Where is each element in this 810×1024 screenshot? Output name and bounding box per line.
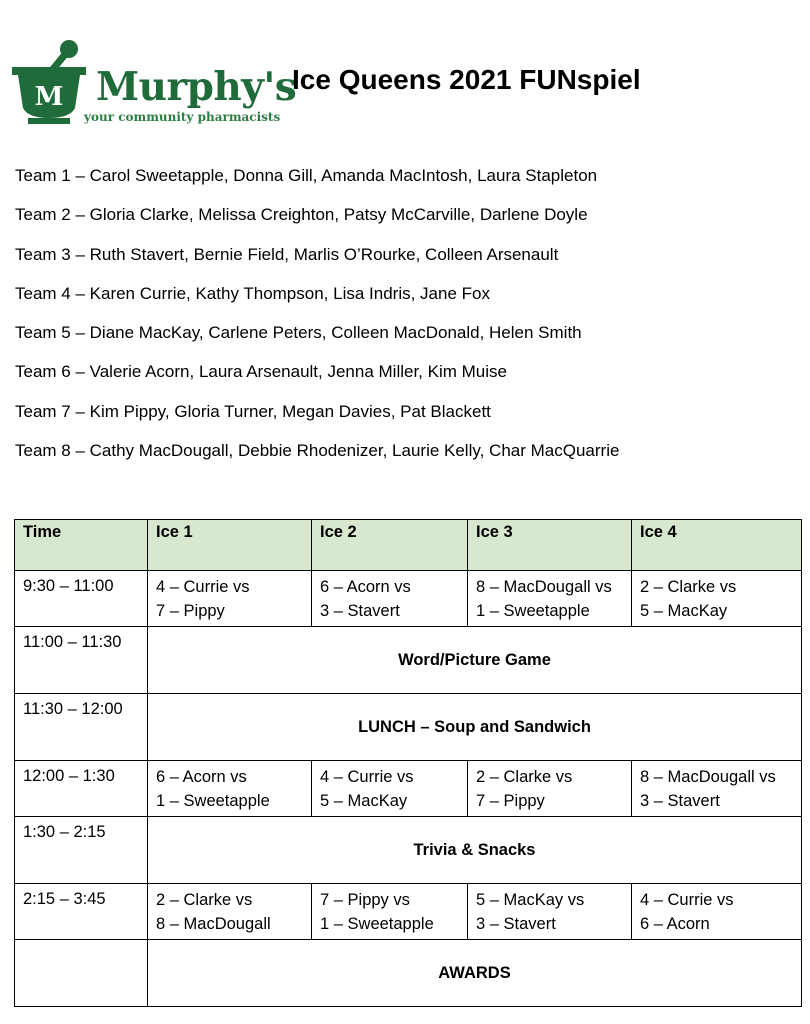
match-line: 8 – MacDougall vs [476, 578, 612, 596]
event-cell: Trivia & Snacks [148, 817, 802, 884]
event-title: Ice Queens 2021 FUNspiel [292, 64, 641, 95]
time-cell: 2:15 – 3:45 [15, 884, 148, 940]
match-line: 7 – Pippy [476, 792, 545, 810]
match-cell [632, 884, 802, 940]
team-list [15, 166, 619, 480]
logo-tagline: your community pharmacists [84, 110, 281, 124]
match-cell [632, 761, 802, 817]
time-cell: 12:00 – 1:30 [15, 761, 148, 817]
header-time: Time [15, 520, 148, 571]
schedule-row [15, 571, 802, 627]
time-cell [15, 940, 148, 1007]
time-cell: 9:30 – 11:00 [15, 571, 148, 627]
match-line: 8 – MacDougall vs [640, 768, 776, 786]
match-cell [632, 571, 802, 627]
match-line: 6 – Acorn vs [320, 578, 411, 596]
match-cell [312, 884, 468, 940]
match-line: 5 – MacKay [640, 602, 728, 620]
match-cell [148, 571, 312, 627]
match-line: 5 – MacKay [320, 792, 408, 810]
schedule-header-row [15, 520, 802, 571]
schedule-row [15, 884, 802, 940]
match-line: 5 – MacKay vs [476, 891, 585, 909]
match-cell [312, 761, 468, 817]
match-line: 4 – Currie vs [156, 578, 250, 596]
match-line: 3 – Stavert [476, 915, 556, 933]
match-cell [148, 761, 312, 817]
match-line: 6 – Acorn vs [156, 768, 247, 786]
team-4-line: Team 4 – Karen Currie, Kathy Thompson, Lisa Indris, Jane Fox [15, 283, 490, 303]
match-cell [468, 761, 632, 817]
match-line: 7 – Pippy vs [320, 891, 410, 909]
team-5-line: Team 5 – Diane MacKay, Carlene Peters, Colleen MacDonald, Helen Smith [15, 323, 582, 343]
mortar-pestle-icon [12, 38, 92, 128]
header-ice-3: Ice 3 [468, 520, 632, 571]
match-line: 2 – Clarke vs [476, 768, 573, 786]
schedule-row [15, 627, 802, 694]
time-cell: 1:30 – 2:15 [15, 817, 148, 884]
logo-initial: M [34, 82, 64, 112]
match-line: 1 – Sweetapple [156, 792, 270, 810]
team-8-line: Team 8 – Cathy MacDougall, Debbie Rhodenizer, Laurie Kelly, Char MacQuarrie [15, 441, 620, 461]
event-cell: AWARDS [148, 940, 802, 1007]
schedule-row [15, 817, 802, 884]
match-cell [468, 571, 632, 627]
schedule-row [15, 694, 802, 761]
match-line: 4 – Currie vs [320, 768, 414, 786]
match-line: 6 – Acorn [640, 915, 710, 933]
match-line: 1 – Sweetapple [476, 602, 590, 620]
team-6-line: Team 6 – Valerie Acorn, Laura Arsenault, Jenna Miller, Kim Muise [15, 362, 507, 382]
schedule-row [15, 940, 802, 1007]
match-line: 2 – Clarke vs [156, 891, 253, 909]
event-cell: LUNCH – Soup and Sandwich [148, 694, 802, 761]
logo-name: Murphy's [96, 64, 297, 110]
match-line: 4 – Currie vs [640, 891, 734, 909]
header-ice-1: Ice 1 [148, 520, 312, 571]
team-7-line: Team 7 – Kim Pippy, Gloria Turner, Megan Davies, Pat Blackett [15, 401, 491, 421]
match-line: 3 – Stavert [320, 602, 400, 620]
match-line: 2 – Clarke vs [640, 578, 737, 596]
match-line: 7 – Pippy [156, 602, 225, 620]
murphys-logo [12, 38, 297, 128]
match-cell [468, 884, 632, 940]
event-cell: Word/Picture Game [148, 627, 802, 694]
match-line: 8 – MacDougall [156, 915, 271, 933]
schedule-table [14, 519, 802, 1007]
header-ice-4: Ice 4 [632, 520, 802, 571]
time-cell: 11:00 – 11:30 [15, 627, 148, 694]
team-1-line: Team 1 – Carol Sweetapple, Donna Gill, Amanda MacIntosh, Laura Stapleton [15, 166, 598, 185]
header-ice-2: Ice 2 [312, 520, 468, 571]
time-cell: 11:30 – 12:00 [15, 694, 148, 761]
match-cell [312, 571, 468, 627]
team-3-line: Team 3 – Ruth Stavert, Bernie Field, Marlis O’Rourke, Colleen Arsenault [15, 244, 559, 264]
schedule-row [15, 761, 802, 817]
match-line: 1 – Sweetapple [320, 915, 434, 933]
match-cell [148, 884, 312, 940]
team-2-line: Team 2 – Gloria Clarke, Melissa Creighton, Patsy McCarville, Darlene Doyle [15, 205, 588, 225]
match-line: 3 – Stavert [640, 792, 720, 810]
